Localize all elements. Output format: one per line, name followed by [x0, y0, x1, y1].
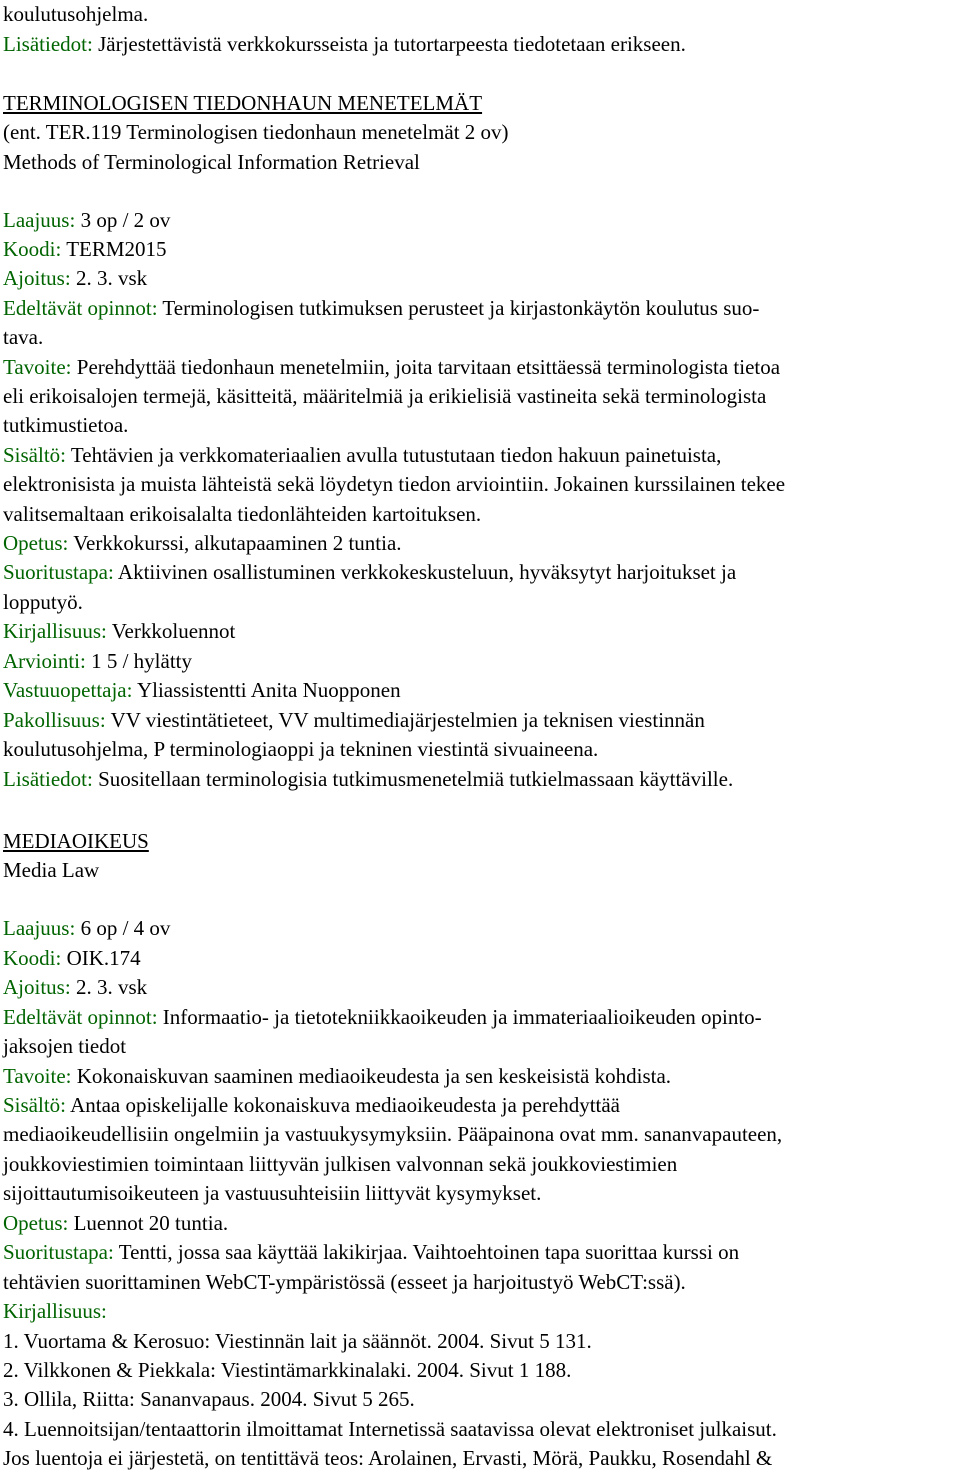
pakollisuus-text: VV viestintätieteet, VV multimediajärjestelmien ja teknisen viestinnän	[110, 708, 705, 732]
laajuus-label: Laajuus:	[3, 208, 76, 232]
suoritustapa-label: Suoritustapa:	[3, 560, 114, 584]
ajoitus-value: 2. 3. vsk	[75, 975, 148, 999]
course-title: MEDIAOIKEUS	[3, 829, 149, 853]
sisalto-cont: valitsemaltaan erikoisalalta tiedonlähteiden kartoituksen.	[3, 502, 482, 526]
course-title: TERMINOLOGISEN TIEDONHAUN MENETELMÄT	[3, 91, 483, 115]
edeltavat-text: Informaatio- ja tietotekniikkaoikeuden ja immateriaalioikeuden opinto-	[162, 1005, 762, 1029]
course-old-code: (ent. TER.119 Terminologisen tiedonhaun menetelmät 2 ov)	[3, 120, 509, 144]
kirjallisuus-row	[3, 1296, 107, 1326]
course-english-name: Media Law	[3, 858, 100, 882]
tavoite-label: Tavoite:	[3, 355, 72, 379]
vastuuopettaja-row	[3, 675, 401, 705]
lisatiedot-label: Lisätiedot:	[3, 32, 93, 56]
lisatiedot-text: Suositellaan terminologisia tutkimusmenetelmiä tutkielmassaan käyttäville.	[98, 767, 734, 791]
kirjallisuus-label: Kirjallisuus:	[3, 1299, 107, 1323]
arviointi-text: 1 5 / hylätty	[91, 649, 193, 673]
edeltavat-label: Edeltävät opinnot:	[3, 1005, 158, 1029]
koodi-label: Koodi:	[3, 946, 62, 970]
sisalto-label: Sisältö:	[3, 1093, 67, 1117]
sisalto-cont: elektronisista ja muista lähteistä sekä löydetyn tiedon arviointiin. Jokainen kurssilainen tekee	[3, 472, 786, 496]
sisalto-cont: mediaoikeudellisiin ongelmiin ja vastuukysymyksiin. Pääpainona ovat mm. sananvapauteen,	[3, 1122, 783, 1146]
sisalto-cont: joukkoviestimien toimintaan liittyvän julkisen valvonnan sekä joukkoviestimien	[3, 1152, 678, 1176]
intro-line	[3, 0, 148, 29]
arviointi-row	[3, 646, 192, 676]
edeltavat-label: Edeltävät opinnot:	[3, 296, 158, 320]
literature-item: 3. Ollila, Riitta: Sananvapaus. 2004. Sivut 5 265.	[3, 1387, 415, 1411]
edeltavat-cont: jaksojen tiedot	[3, 1034, 127, 1058]
edeltavat-row	[3, 293, 759, 323]
kirjallisuus-label: Kirjallisuus:	[3, 619, 107, 643]
suoritustapa-row	[3, 557, 736, 587]
pakollisuus-cont: koulutusohjelma, P terminologiaoppi ja tekninen viestintä sivuaineena.	[3, 737, 599, 761]
laajuus-row	[3, 205, 170, 235]
literature-item: 1. Vuortama & Kerosuo: Viestinnän lait ja säännöt. 2004. Sivut 5 131.	[3, 1329, 592, 1353]
lisatiedot-row	[3, 764, 733, 794]
tavoite-text: Kokonaiskuvan saaminen mediaoikeudesta ja sen keskeisistä kohdista.	[76, 1064, 672, 1088]
ajoitus-row	[3, 972, 147, 1002]
ajoitus-label: Ajoitus:	[3, 266, 71, 290]
laajuus-row	[3, 913, 170, 943]
laajuus-value: 6 op / 4 ov	[80, 916, 171, 940]
ajoitus-label: Ajoitus:	[3, 975, 71, 999]
intro-lisatiedot	[3, 29, 686, 59]
kirjallisuus-text: Verkkoluennot	[111, 619, 236, 643]
sisalto-row	[3, 1090, 620, 1120]
tavoite-cont: tutkimustietoa.	[3, 413, 129, 437]
intro-text: koulutusohjelma.	[3, 2, 149, 26]
arviointi-label: Arviointi:	[3, 649, 86, 673]
suoritustapa-text: Tentti, jossa saa käyttää lakikirjaa. Vaihtoehtoinen tapa suorittaa kurssi on	[118, 1240, 740, 1264]
tavoite-text: Perehdyttää tiedonhaun menetelmiin, joita tarvitaan etsittäessä terminologista tietoa	[76, 355, 781, 379]
ajoitus-value: 2. 3. vsk	[75, 266, 148, 290]
opetus-row	[3, 528, 402, 558]
opetus-label: Opetus:	[3, 531, 69, 555]
tavoite-row	[3, 1061, 671, 1091]
koodi-row	[3, 943, 141, 973]
suoritustapa-text: Aktiivinen osallistuminen verkkokeskusteluun, hyväksytyt harjoitukset ja	[117, 560, 737, 584]
course-english-name: Methods of Terminological Information Retrieval	[3, 150, 420, 174]
sisalto-text: Tehtävien ja verkkomateriaalien avulla tutustutaan tiedon hakuun painetuista,	[70, 443, 722, 467]
koodi-row	[3, 234, 167, 264]
literature-note: Jos luentoja ei järjestetä, on tentittävä teos: Arolainen, Ervasti, Mörä, Paukku, Rosendahl &	[3, 1446, 773, 1470]
edeltavat-row	[3, 1002, 762, 1032]
tavoite-cont: eli erikoisalojen termejä, käsitteitä, määritelmiä ja erikielisiä vastineita sekä terminologista	[3, 384, 767, 408]
laajuus-value: 3 op / 2 ov	[80, 208, 171, 232]
edeltavat-cont: tava.	[3, 325, 44, 349]
kirjallisuus-row	[3, 616, 235, 646]
lisatiedot-text: Järjestettävistä verkkokursseista ja tutortarpeesta tiedotetaan erikseen.	[98, 32, 686, 56]
literature-item: 2. Vilkkonen & Piekkala: Viestintämarkkinalaki. 2004. Sivut 1 188.	[3, 1358, 572, 1382]
koodi-value: TERM2015	[66, 237, 167, 261]
vastuuopettaja-text: Yliassistentti Anita Nuopponen	[136, 678, 401, 702]
sisalto-text: Antaa opiskelijalle kokonaiskuva mediaoikeudesta ja perehdyttää	[70, 1093, 621, 1117]
literature-item: 4. Luennoitsijan/tentaattorin ilmoittamat Internetissä saatavissa olevat elektroniset julkaisut.	[3, 1417, 777, 1441]
suoritustapa-cont: tehtävien suorittaminen WebCT-ympäristössä (esseet ja harjoitustyö WebCT:ssä).	[3, 1270, 686, 1294]
edeltavat-text: Terminologisen tutkimuksen perusteet ja kirjastonkäytön koulutus suo-	[162, 296, 760, 320]
koodi-value: OIK.174	[66, 946, 141, 970]
tavoite-label: Tavoite:	[3, 1064, 72, 1088]
sisalto-cont: sijoittautumisoikeuteen ja vastuusuhteisiin liittyvät kysymykset.	[3, 1181, 542, 1205]
ajoitus-row	[3, 263, 147, 293]
opetus-label: Opetus:	[3, 1211, 69, 1235]
opetus-text: Verkkokurssi, alkutapaaminen 2 tuntia.	[73, 531, 402, 555]
sisalto-label: Sisältö:	[3, 443, 67, 467]
suoritustapa-cont: lopputyö.	[3, 590, 83, 614]
tavoite-row	[3, 352, 780, 382]
koodi-label: Koodi:	[3, 237, 62, 261]
vastuuopettaja-label: Vastuuopettaja:	[3, 678, 133, 702]
opetus-row	[3, 1208, 228, 1238]
pakollisuus-label: Pakollisuus:	[3, 708, 106, 732]
laajuus-label: Laajuus:	[3, 916, 76, 940]
pakollisuus-row	[3, 705, 705, 735]
sisalto-row	[3, 440, 721, 470]
suoritustapa-label: Suoritustapa:	[3, 1240, 114, 1264]
suoritustapa-row	[3, 1237, 739, 1267]
opetus-text: Luennot 20 tuntia.	[73, 1211, 229, 1235]
lisatiedot-label: Lisätiedot:	[3, 767, 93, 791]
